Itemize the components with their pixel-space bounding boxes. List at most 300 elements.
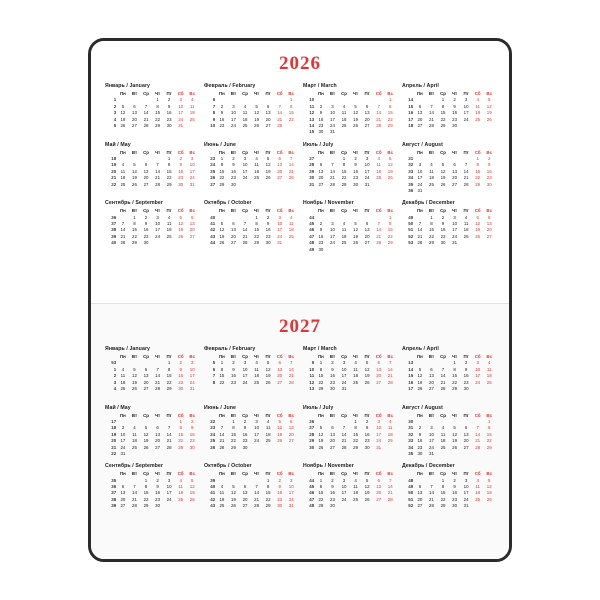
day-cell: 1: [266, 477, 270, 483]
day-cell: 20: [417, 496, 423, 502]
day-cell: 15: [440, 490, 446, 496]
day-cell: 24: [189, 175, 195, 181]
day-cell: 16: [277, 490, 283, 496]
day-cell: 16: [178, 168, 184, 174]
day-cell: 31: [463, 503, 469, 509]
day-cell: 3: [255, 419, 258, 424]
week-number-cell: 49: [309, 246, 315, 252]
month-name: Декабрь / December: [402, 463, 455, 470]
day-cell: 18: [463, 227, 469, 233]
week-number-cell: 10: [210, 122, 216, 128]
month-block: [204, 405, 297, 458]
day-cell-empty: [373, 392, 385, 398]
day-cell-empty: [315, 188, 327, 194]
day-cell: 16: [463, 373, 469, 379]
day-cell: 29: [318, 385, 324, 391]
day-cell: 22: [341, 175, 347, 181]
day-cell: 12: [452, 431, 458, 437]
day-cell: 12: [132, 168, 137, 174]
day-cell: 21: [219, 438, 225, 444]
weekday-header-Ср: Ср: [440, 471, 446, 477]
day-cell: 29: [387, 122, 393, 128]
day-cell: 4: [220, 484, 224, 489]
day-cell: 14: [242, 227, 248, 233]
weekday-header-Чт: Чт: [154, 149, 161, 155]
day-cell: 25: [120, 181, 126, 187]
day-cell: 13: [376, 366, 382, 372]
day-cell: 8: [388, 221, 392, 226]
day-cell: 8: [319, 366, 323, 372]
day-cell: 30: [155, 503, 161, 509]
day-cell-empty: [384, 510, 396, 516]
day-cell: 25: [265, 438, 271, 444]
day-cell: 23: [242, 438, 248, 444]
day-cell-empty: [175, 188, 187, 194]
day-cell: 29: [318, 503, 324, 509]
month-name: Январь / January: [105, 346, 151, 352]
day-cell: 28: [387, 496, 393, 502]
weekday-header-Пт: Пт: [364, 354, 370, 359]
day-cell: 17: [155, 227, 161, 233]
day-cell: 13: [376, 484, 382, 489]
day-cell: 31: [189, 181, 195, 187]
day-cell-empty: [274, 129, 286, 135]
day-cell: 3: [121, 425, 125, 431]
day-cell-empty: [163, 392, 175, 398]
day-cell: 15: [166, 168, 172, 174]
day-cell: 3: [243, 360, 247, 366]
day-cell-empty: [426, 247, 438, 253]
day-cell: 26: [254, 122, 260, 128]
day-cell: 9: [266, 221, 270, 226]
day-cell: 27: [376, 379, 382, 385]
day-cell-empty: [186, 188, 198, 194]
weekday-header-Вт: Вт: [329, 149, 336, 155]
day-cell: 12: [277, 425, 283, 431]
day-cell: 16: [155, 490, 161, 496]
month-name: Апрель / April: [402, 83, 439, 89]
month-name: Март / March: [303, 346, 337, 352]
day-cell: 11: [353, 484, 358, 489]
day-cell: 6: [156, 425, 159, 431]
day-cell: 30: [417, 450, 423, 456]
day-cell: 12: [219, 227, 225, 233]
week-number-cell: 28: [309, 431, 315, 437]
weekday-header-Вт: Вт: [428, 471, 435, 477]
day-cell: 10: [166, 484, 172, 489]
month-table: [303, 354, 396, 399]
week-row: [204, 188, 297, 194]
week-row: [204, 247, 297, 253]
day-cell: 10: [330, 227, 335, 233]
day-cell: 15: [341, 168, 347, 174]
day-cell: 1: [441, 477, 445, 483]
week-number-cell: 5: [113, 122, 117, 128]
day-cell-empty: [216, 188, 228, 194]
weekday-header-Пт: Пт: [166, 208, 172, 214]
day-cell-empty: [274, 392, 286, 398]
day-cell: 18: [254, 373, 260, 379]
month-block: [303, 346, 396, 399]
week-number-cell: 34: [408, 444, 414, 450]
weekday-header-Вс: Вс: [387, 149, 394, 155]
day-cell: 27: [364, 122, 370, 128]
day-cell: 10: [475, 366, 481, 372]
week-number-cell: [105, 510, 117, 516]
day-cell: 14: [120, 227, 126, 233]
day-cell-empty: [129, 510, 141, 516]
weekday-header-Пт: Пт: [265, 412, 271, 418]
day-cell: 26: [265, 379, 271, 385]
weekday-header-Ср: Ср: [143, 354, 149, 359]
day-cell: 28: [341, 444, 347, 450]
day-cell: 8: [289, 103, 293, 109]
month-block: [204, 200, 297, 253]
week-number-cell: 47: [309, 233, 315, 239]
weekday-header-Чт: Чт: [154, 412, 161, 418]
day-cell: 11: [242, 110, 248, 116]
day-cell: 15: [440, 110, 446, 116]
day-cell: 5: [232, 484, 235, 489]
weekday-header-Вт: Вт: [329, 208, 336, 214]
day-cell: 7: [220, 425, 224, 431]
week-number-cell: 48: [309, 503, 315, 509]
weekday-header-Вт: Вт: [230, 91, 237, 96]
month-table: [402, 91, 495, 136]
week-number-cell: 4: [113, 116, 117, 122]
day-cell: 25: [254, 379, 260, 385]
weekday-header-Пт: Пт: [265, 91, 271, 96]
day-cell-empty: [186, 392, 198, 398]
day-cell: 2: [232, 156, 235, 161]
weekday-header-Пт: Пт: [364, 91, 370, 96]
day-cell: 27: [330, 444, 335, 450]
day-cell: 24: [452, 233, 458, 239]
weekday-header-Пн: Пн: [120, 149, 126, 155]
day-cell: 18: [120, 175, 126, 181]
day-cell: 14: [155, 373, 161, 379]
day-cell-empty: [175, 451, 187, 457]
day-cell-empty: [186, 247, 198, 253]
day-cell: 12: [353, 227, 359, 233]
weekday-header-Вт: Вт: [230, 412, 237, 418]
month-table: [204, 150, 297, 195]
week-number-cell: 44: [309, 477, 315, 483]
day-cell: 26: [364, 496, 370, 502]
day-cell: 6: [278, 156, 281, 161]
day-cell: 18: [166, 227, 172, 233]
day-cell-empty: [373, 510, 385, 516]
day-cell: 6: [418, 103, 422, 109]
weekday-header-Сб: Сб: [276, 412, 283, 418]
day-cell: 19: [387, 168, 393, 174]
week-number-cell: 40: [210, 214, 216, 220]
day-cell: 23: [440, 233, 446, 239]
day-cell: 13: [155, 431, 161, 437]
weekday-header-Чт: Чт: [352, 149, 359, 155]
day-cell: 21: [429, 116, 434, 122]
day-cell: 2: [365, 419, 369, 424]
day-cell: 28: [288, 379, 294, 385]
week-row: [303, 129, 396, 135]
week-number-cell: 30: [309, 444, 315, 450]
day-cell-empty: [350, 510, 362, 516]
day-cell-empty: [163, 247, 175, 253]
day-cell: 21: [288, 168, 294, 174]
day-cell-empty: [483, 510, 495, 516]
month-block: [402, 142, 495, 195]
day-cell: 19: [364, 490, 370, 496]
day-cell: 24: [463, 496, 469, 502]
weekday-header-Ср: Ср: [242, 471, 248, 477]
day-cell-empty: [437, 188, 449, 194]
weekday-header-Вс: Вс: [288, 149, 295, 155]
day-cell: 5: [179, 214, 182, 220]
week-number-cell: 32: [408, 431, 414, 437]
day-cell: 22: [166, 175, 172, 181]
weekday-header-Сб: Сб: [276, 471, 283, 477]
day-cell-empty: [437, 451, 449, 457]
day-cell: 27: [155, 444, 161, 450]
week-row: [402, 247, 495, 253]
day-cell: 3: [278, 214, 281, 220]
day-cell-empty: [460, 510, 472, 516]
day-cell: 2: [156, 477, 159, 483]
day-cell: 15: [132, 227, 137, 233]
day-cell: 27: [132, 122, 137, 128]
week-number-cell: 8: [212, 110, 216, 116]
day-cell-empty: [449, 129, 461, 135]
day-cell-empty: [426, 129, 438, 135]
day-cell: 18: [475, 490, 481, 496]
day-cell: 16: [231, 373, 236, 379]
week-number-cell: 29: [309, 168, 315, 174]
day-cell: 1: [179, 419, 182, 424]
day-cell-empty: [251, 392, 263, 398]
day-cell-empty: [216, 247, 228, 253]
month-name: Январь / January: [105, 83, 151, 89]
day-cell: 18: [120, 379, 126, 385]
day-cell: 29: [143, 503, 149, 509]
day-cell: 18: [440, 438, 446, 444]
day-cell: 8: [342, 162, 346, 168]
day-cell: 26: [387, 175, 393, 181]
day-cell: 28: [376, 122, 382, 128]
week-number-cell: 53: [408, 240, 414, 246]
day-cell: 7: [255, 484, 258, 489]
weekday-header-Пт: Пт: [364, 412, 370, 418]
day-cell: 15: [155, 110, 161, 116]
day-cell: 7: [156, 366, 159, 372]
month-block: [402, 405, 495, 458]
week-number-cell: 52: [408, 503, 414, 509]
day-cell: 27: [452, 181, 458, 187]
day-cell-empty: [251, 451, 263, 457]
day-cell: 29: [166, 181, 172, 187]
day-cell: 22: [166, 379, 172, 385]
weekday-header-Пн: Пн: [318, 354, 324, 359]
day-cell: 20: [143, 379, 149, 385]
week-row: [105, 451, 198, 457]
day-cell: 29: [440, 503, 446, 509]
day-cell: 3: [243, 156, 247, 161]
day-cell: 18: [242, 116, 248, 122]
day-cell: 8: [167, 366, 171, 372]
weekday-header-Чт: Чт: [451, 354, 458, 359]
day-cell: 28: [429, 122, 434, 128]
week-number-cell: 1: [113, 97, 117, 103]
day-cell: 30: [440, 240, 446, 246]
week-number-cell: 35: [111, 477, 117, 483]
day-cell: 6: [144, 366, 148, 372]
day-cell: 18: [376, 168, 382, 174]
weekday-header-Сб: Сб: [474, 412, 481, 418]
day-cell: 15: [429, 227, 434, 233]
day-cell-empty: [449, 247, 461, 253]
day-cell: 12: [417, 373, 423, 379]
day-cell: 29: [387, 240, 393, 246]
month-block: [402, 83, 495, 136]
day-cell: 17: [475, 373, 481, 379]
day-cell: 24: [155, 233, 161, 239]
day-cell: 29: [265, 503, 271, 509]
day-cell: 20: [318, 175, 324, 181]
day-cell: 1: [453, 360, 456, 366]
day-cell: 30: [330, 385, 335, 391]
day-cell-empty: [239, 247, 251, 253]
day-cell-empty: [338, 451, 350, 457]
weekday-header-Вт: Вт: [131, 471, 138, 477]
day-cell-empty: [373, 451, 385, 457]
day-cell: 25: [254, 175, 260, 181]
day-cell-empty: [262, 247, 274, 253]
day-cell-empty: [285, 451, 297, 457]
day-cell-empty: [274, 188, 286, 194]
weekday-header-Пт: Пт: [463, 471, 469, 477]
day-cell-empty: [163, 451, 175, 457]
weekday-header-Вт: Вт: [329, 91, 336, 96]
weekday-header-Ср: Ср: [242, 412, 248, 418]
week-number-cell: 31: [408, 156, 414, 161]
day-cell: 25: [178, 496, 184, 502]
month-name: Март / March: [303, 83, 337, 89]
weekday-header-Чт: Чт: [352, 354, 359, 359]
day-cell: 1: [255, 214, 258, 220]
day-cell-empty: [129, 392, 141, 398]
weekday-header-Пн: Пн: [417, 149, 423, 155]
day-cell: 23: [166, 116, 172, 122]
week-number-cell: 13: [309, 385, 315, 391]
day-cell: 10: [463, 484, 469, 489]
day-cell: 13: [429, 373, 434, 379]
day-cell-empty: [338, 129, 350, 135]
day-cell: 22: [254, 233, 260, 239]
month-name: Октябрь / October: [204, 463, 252, 470]
month-table: [402, 150, 495, 195]
day-cell: 15: [265, 490, 271, 496]
day-cell-empty: [140, 188, 152, 194]
weekday-header-Чт: Чт: [352, 208, 359, 214]
day-cell: 2: [220, 103, 224, 109]
day-cell: 31: [364, 181, 370, 187]
month-block: [402, 200, 495, 253]
day-cell-empty: [460, 129, 472, 135]
day-cell-empty: [437, 392, 449, 398]
day-cell: 22: [486, 438, 492, 444]
day-cell: 27: [318, 181, 324, 187]
day-cell: 4: [179, 477, 182, 483]
week-number-cell: 31: [408, 425, 414, 431]
week-number-cell: [204, 129, 216, 135]
day-cell: 28: [440, 385, 446, 391]
month-name: Май / May: [105, 141, 131, 148]
day-cell: 30: [277, 503, 283, 509]
weekday-header-Вт: Вт: [230, 471, 237, 477]
day-cell-empty: [472, 392, 484, 398]
week-number-cell: [105, 188, 117, 194]
week-number-cell: 9: [311, 360, 315, 366]
day-cell-empty: [251, 188, 263, 194]
day-cell: 6: [144, 162, 148, 168]
day-cell: 7: [289, 156, 293, 161]
day-cell: 27: [429, 385, 434, 391]
day-cell: 22: [265, 496, 271, 502]
day-cell: 13: [265, 110, 271, 116]
day-cell-empty: [152, 188, 164, 194]
day-cell: 30: [189, 444, 195, 450]
week-number-cell: 14: [408, 366, 414, 372]
day-cell-empty: [262, 510, 274, 516]
week-number-cell: 11: [309, 103, 315, 109]
day-cell: 30: [330, 503, 335, 509]
week-number-cell: 36: [111, 484, 117, 489]
week-number-cell: 40: [210, 484, 216, 489]
day-cell: 4: [487, 360, 491, 366]
day-cell: 13: [486, 221, 492, 226]
day-cell: 26: [475, 233, 481, 239]
week-row: [402, 188, 495, 194]
day-cell: 1: [430, 214, 433, 220]
week-number-cell: 6: [212, 97, 216, 103]
day-cell: 17: [330, 233, 335, 239]
day-cell: 19: [189, 490, 195, 496]
day-cell: 26: [219, 240, 225, 246]
week-number-cell: 51: [408, 496, 414, 502]
day-cell: 22: [219, 379, 225, 385]
day-cell: 16: [364, 431, 370, 437]
day-cell: 15: [318, 490, 324, 496]
day-cell: 16: [265, 227, 271, 233]
day-cell: 6: [190, 214, 194, 220]
weekday-header-Вт: Вт: [131, 208, 138, 214]
week-row: [105, 129, 198, 135]
week-number-cell: 25: [210, 168, 216, 174]
day-cell: 1: [156, 97, 159, 103]
day-cell: 28: [219, 444, 225, 450]
day-cell: 30: [318, 129, 324, 135]
day-cell: 14: [132, 490, 137, 496]
month-block: [105, 463, 198, 516]
day-cell: 16: [318, 233, 324, 239]
day-cell: 28: [288, 175, 294, 181]
day-cell: 27: [143, 385, 149, 391]
month-table: [303, 150, 396, 195]
month-block: [204, 346, 297, 399]
day-cell: 23: [231, 379, 236, 385]
weekday-header-Сб: Сб: [474, 149, 481, 155]
day-cell: 1: [144, 477, 148, 483]
day-cell-empty: [361, 392, 373, 398]
